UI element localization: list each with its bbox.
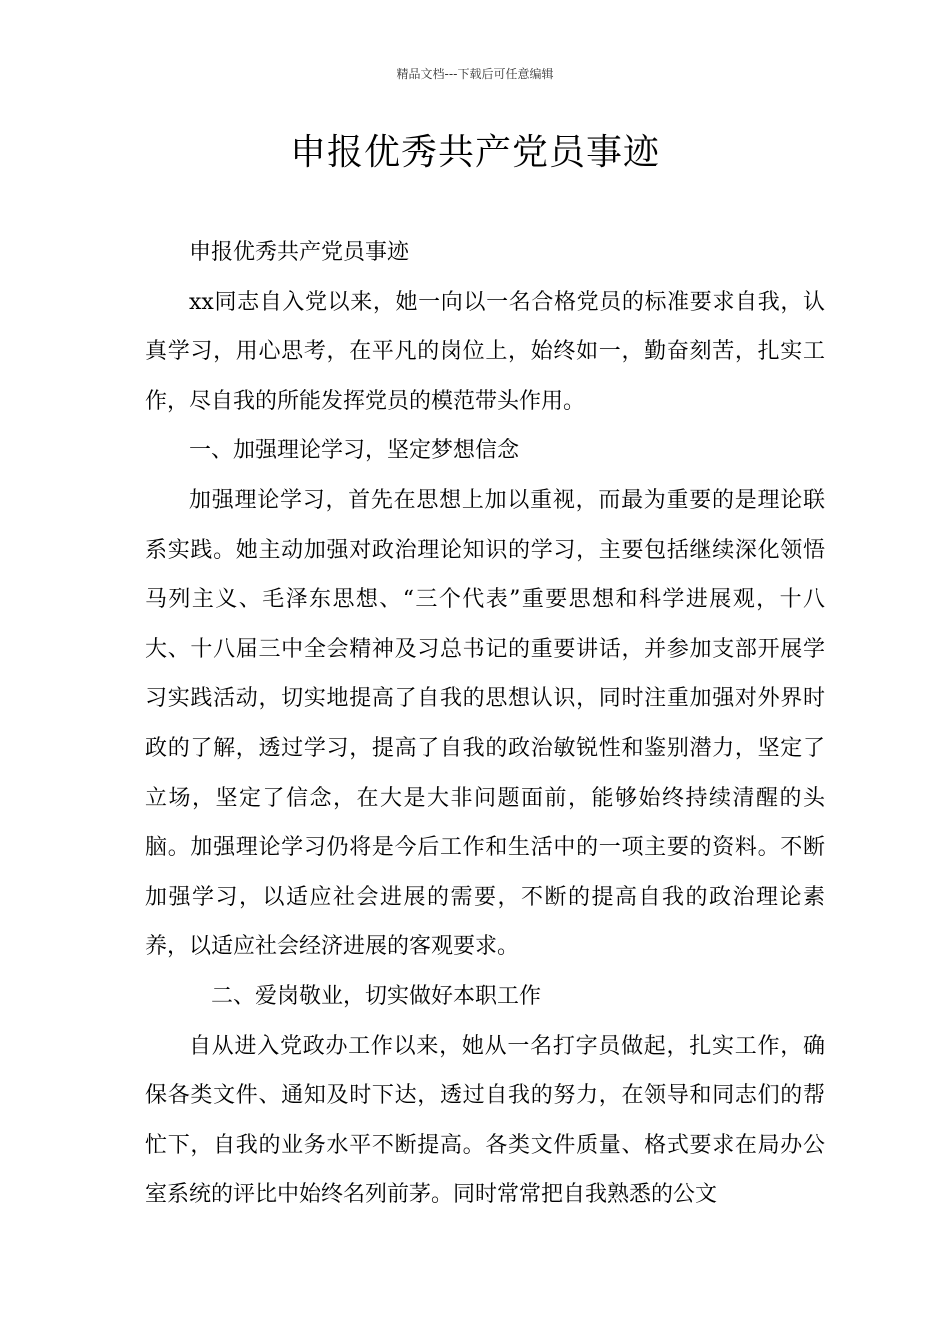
- section-heading-1: 一、加强理论学习，坚定梦想信念: [189, 438, 520, 464]
- subtitle-paragraph: 申报优秀共产党员事迹: [189, 240, 410, 265]
- document-title: 申报优秀共产党员事迹: [289, 132, 660, 173]
- section-heading-2: 二、爱岗敬业，切实做好本职工作: [211, 983, 542, 1009]
- section-2-paragraph: 自从进入党政办工作以来，她从一名打字员做起，扎实工作，确保各类文件、通知及时下达，透过自我的努力，在领导和同志们的帮忙下，自我的业务水平不断提高。各类文件质量、格式要求在局办公室系统的评比中始终名列前茅。同时常常把自我熟悉的公文: [145, 1033, 825, 1208]
- intro-paragraph: xx同志自入党以来，她一向以一名合格党员的标准要求自我，认真学习，用心思考，在平凡的岗位上，始终如一，勤奋刻苦，扎实工作，尽自我的所能发挥党员的模范带头作用。: [145, 289, 825, 414]
- section-1-paragraph: 加强理论学习，首先在思想上加以重视，而最为重要的是理论联系实践。她主动加强对政治理论知识的学习，主要包括继续深化领悟马列主义、毛泽东思想、“三个代表”重要思想和科学进展观，十八大、十八届三中全会精神及习总书记的重要讲话，并参加支部开展学习实践活动，切实地提高了自我的思想认识，同时注重加强对外界时政的了解，透过学习，提高了自我的政治敏锐性和鉴别潜力，坚定了立场，坚定了信念，在大是大非问题面前，能够始终持续清醒的头脑。加强理论学习仍将是今后工作和生活中的一项主要的资料。不断加强学习，以适应社会进展的需要，不断的提高自我的政治理论素养，以适应社会经济进展的客观要求。: [145, 487, 825, 960]
- document-body: [145, 228, 825, 1220]
- header-note: 精品文档---下载后可任意编辑: [396, 67, 554, 81]
